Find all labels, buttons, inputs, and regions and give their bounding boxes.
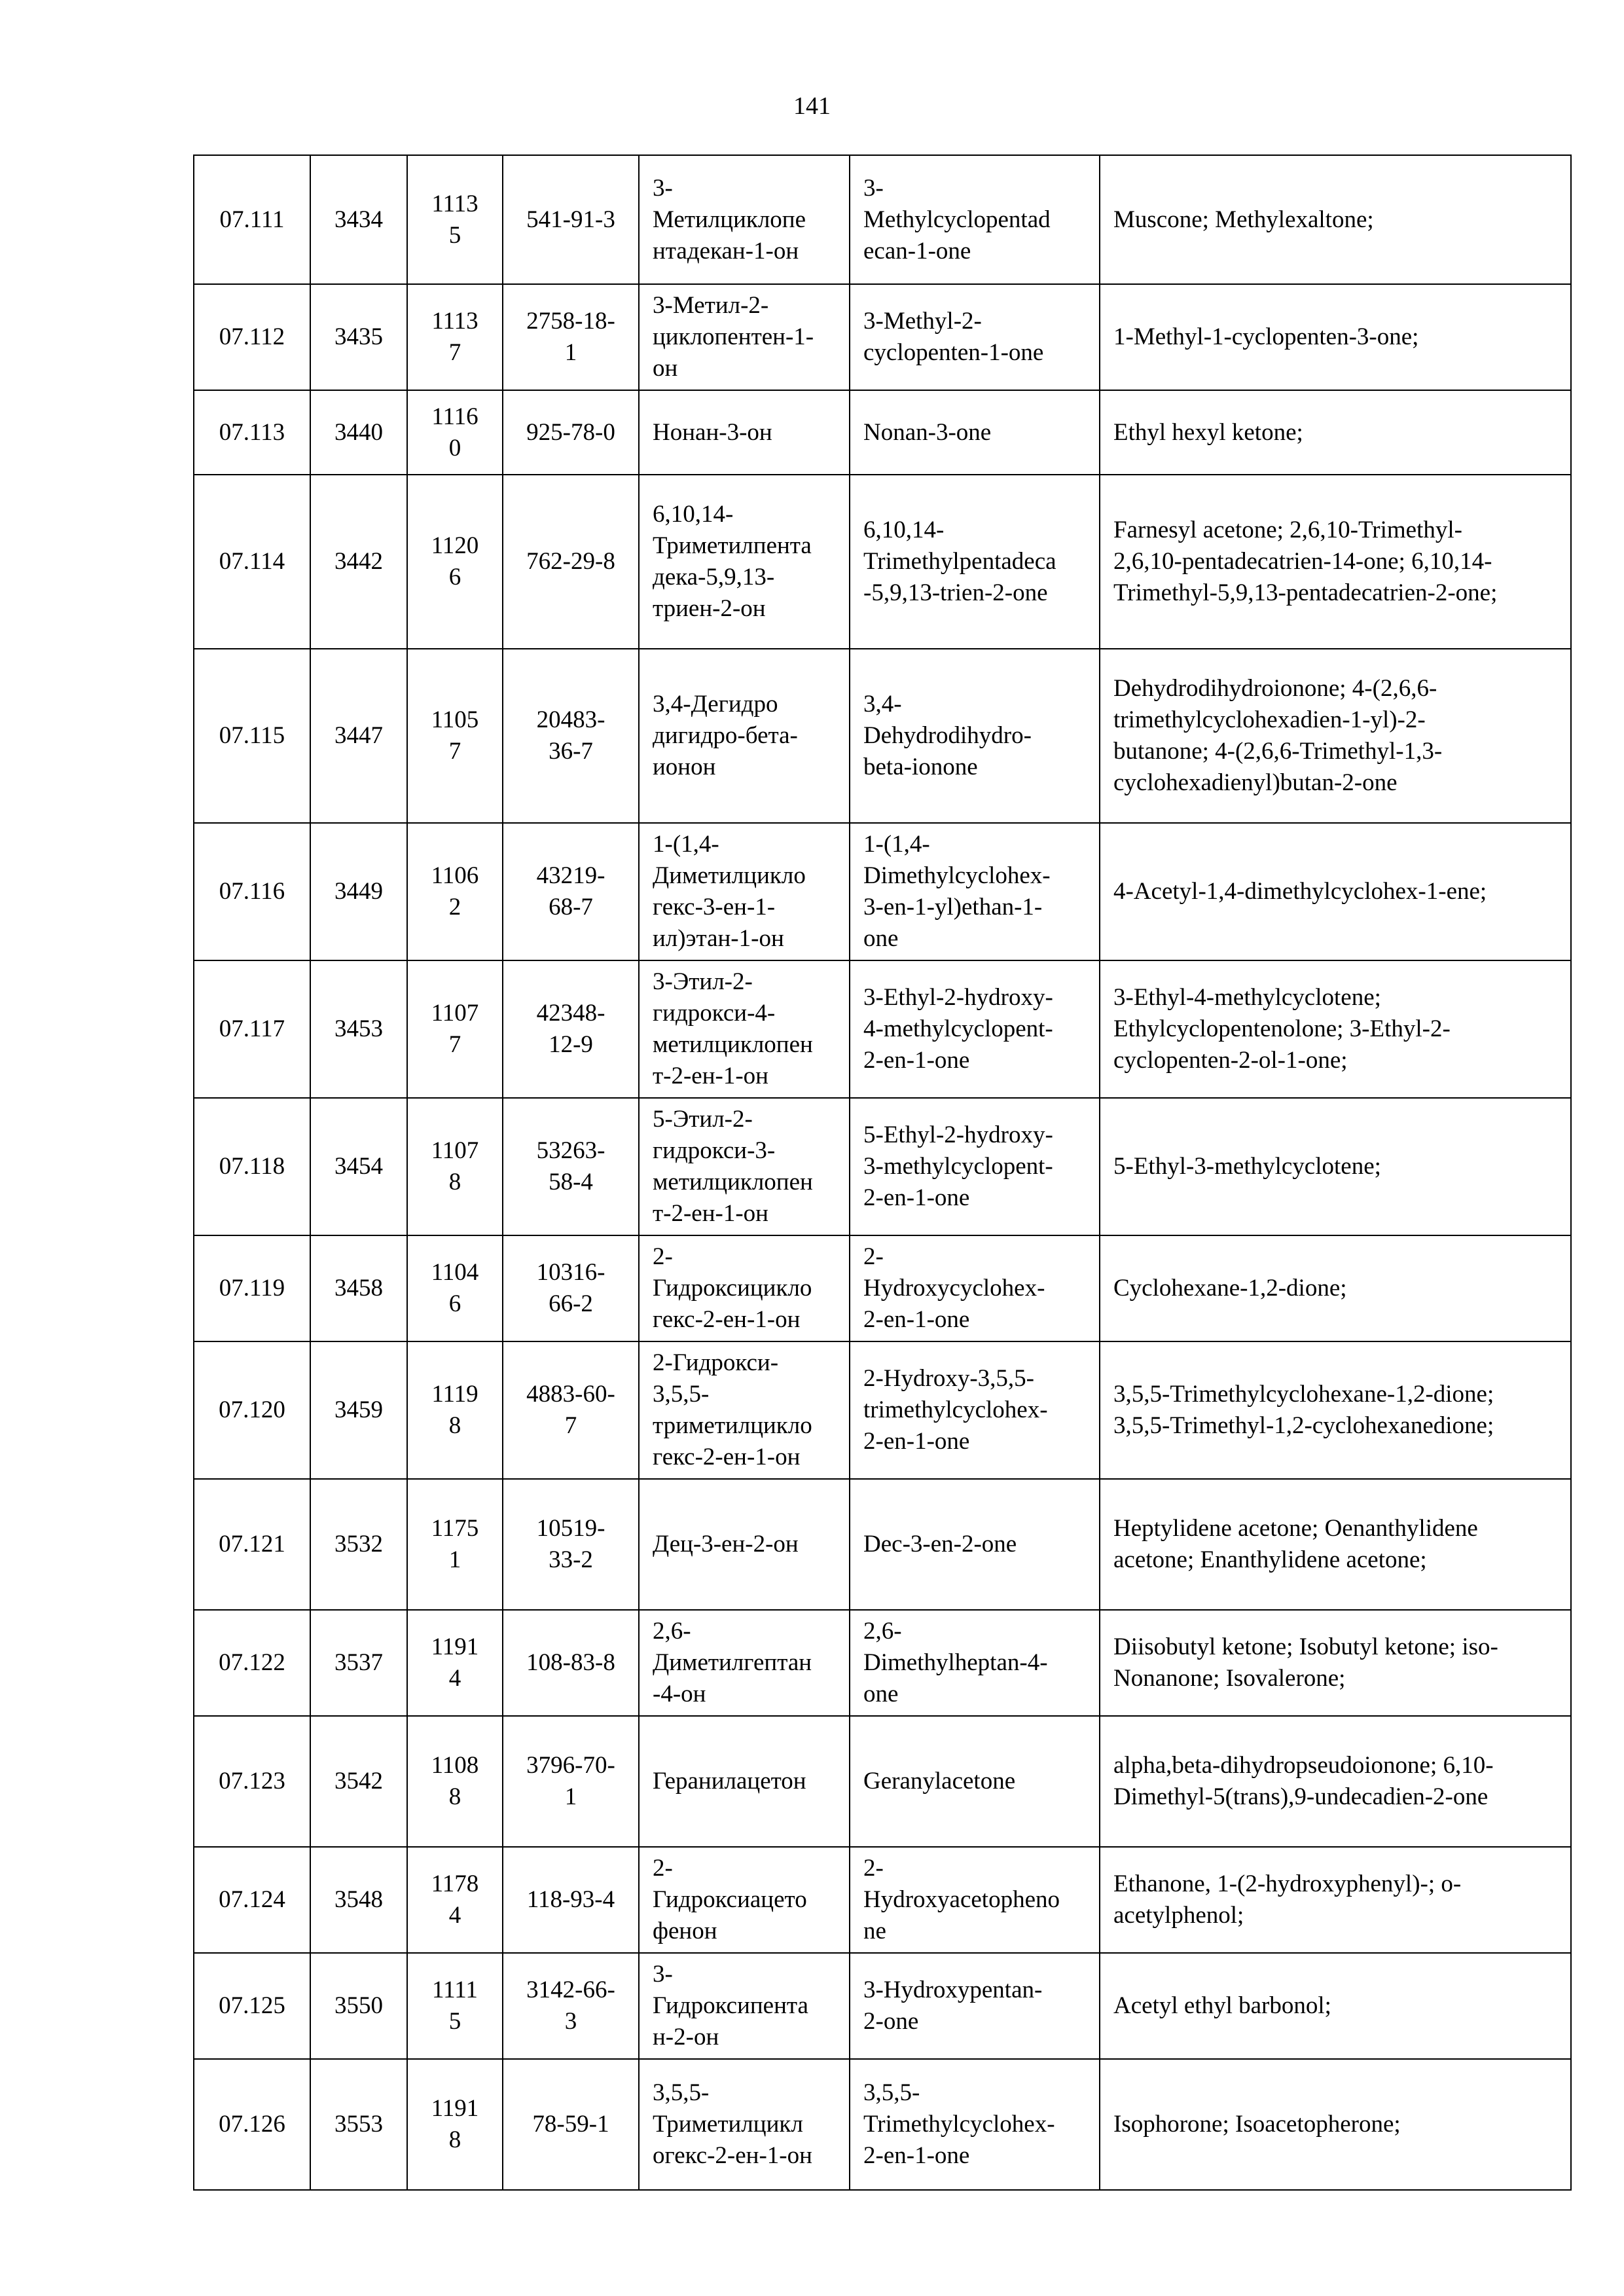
table-cell: 1104 6 [407,1235,503,1341]
table-cell: 4-Acetyl-1,4-dimethylcyclohex-1-ene; [1100,823,1571,960]
table-cell: 2758-18- 1 [503,284,639,390]
table-cell: 1107 8 [407,1098,503,1235]
table-row [194,155,1571,284]
table-cell: Isophorone; Isoacetopherone; [1100,2059,1571,2190]
table-cell: 1191 4 [407,1610,503,1716]
table-cell: Diisobutyl ketone; Isobutyl ketone; iso- Nonanone; Isovalerone; [1100,1610,1571,1716]
table-cell: 2-Hydroxy-3,5,5- trimethylcyclohex- 2-en-1-one [850,1341,1100,1479]
table-cell: 1191 8 [407,2059,503,2190]
table-cell: 10316- 66-2 [503,1235,639,1341]
table-cell: 3532 [310,1479,407,1610]
table-cell: 1106 2 [407,823,503,960]
table-cell: 3,5,5- Триметилцикл огекс-2-ен-1-он [639,2059,850,2190]
table-row [194,284,1571,390]
table-cell: Nonan-3-one [850,390,1100,475]
table-cell: 1111 5 [407,1953,503,2059]
table-cell: 1120 6 [407,475,503,649]
table-cell: 2,6- Dimethylheptan-4- one [850,1610,1100,1716]
table-cell: 2- Hydroxyacetopheno ne [850,1847,1100,1953]
table-cell: 3434 [310,155,407,284]
table-cell: 07.114 [194,475,310,649]
table-cell: 1178 4 [407,1847,503,1953]
table-cell: 3553 [310,2059,407,2190]
page-number: 141 [793,92,831,120]
table-row [194,1235,1571,1341]
table-cell: 3- Methylcyclopentad ecan-1-one [850,155,1100,284]
table-cell: 07.120 [194,1341,310,1479]
table-cell: 42348- 12-9 [503,960,639,1098]
table-cell: 07.111 [194,155,310,284]
table-cell: Muscone; Methylexaltone; [1100,155,1571,284]
table-cell: 07.112 [194,284,310,390]
table-cell: 1116 0 [407,390,503,475]
table-cell: 1-(1,4- Dimethylcyclohex- 3-en-1-yl)ethan-1- one [850,823,1100,960]
table-cell: 3442 [310,475,407,649]
table-row [194,1610,1571,1716]
table-cell: 5-Ethyl-2-hydroxy- 3-methylcyclopent- 2-en-1-one [850,1098,1100,1235]
table-cell: 1105 7 [407,649,503,823]
table-cell: 1-Methyl-1-cyclopenten-3-one; [1100,284,1571,390]
table-cell: 3,5,5- Trimethylcyclohex- 2-en-1-one [850,2059,1100,2190]
table-cell: 3454 [310,1098,407,1235]
table-cell: 07.121 [194,1479,310,1610]
table-row [194,1341,1571,1479]
table-cell: 1113 7 [407,284,503,390]
table-cell: 3537 [310,1610,407,1716]
table-cell: 07.118 [194,1098,310,1235]
table-cell: Geranylacetone [850,1716,1100,1847]
table-cell: 3-Hydroxypentan- 2-one [850,1953,1100,2059]
table-cell: 07.124 [194,1847,310,1953]
table-cell: 3- Метилциклопе нтадекан-1-он [639,155,850,284]
table-row [194,1953,1571,2059]
table-cell: 3548 [310,1847,407,1953]
table-row [194,390,1571,475]
table-cell: Нонан-3-он [639,390,850,475]
ingredients-table [193,155,1572,2191]
table-cell: 5-Ethyl-3-methylcyclotene; [1100,1098,1571,1235]
table-row [194,475,1571,649]
table-row [194,1479,1571,1610]
table-cell: 43219- 68-7 [503,823,639,960]
table-cell: 3449 [310,823,407,960]
table-cell: 2- Гидроксицикло гекс-2-ен-1-он [639,1235,850,1341]
table-cell: 2,6- Диметилгептан -4-он [639,1610,850,1716]
table-cell: 3142-66- 3 [503,1953,639,2059]
table-cell: 07.113 [194,390,310,475]
table-cell: 3447 [310,649,407,823]
table-cell: 108-83-8 [503,1610,639,1716]
table-row [194,960,1571,1098]
table-cell: 3-Метил-2- циклопентен-1- он [639,284,850,390]
table-cell: Ethyl hexyl ketone; [1100,390,1571,475]
table-cell: Ethanone, 1-(2-hydroxyphenyl)-; o- acetylphenol; [1100,1847,1571,1953]
table-cell: 3-Этил-2- гидрокси-4- метилциклопен т-2-ен-1-он [639,960,850,1098]
table-cell: 78-59-1 [503,2059,639,2190]
table-row [194,649,1571,823]
table-cell: 3550 [310,1953,407,2059]
table-cell: Dehydrodihydroionone; 4-(2,6,6- trimethylcyclohexadien-1-yl)-2- butanone; 4-(2,6,6-Trimethyl-1,3- cyclohexadienyl)butan-2-one [1100,649,1571,823]
table-row [194,1098,1571,1235]
table-cell: 6,10,14- Триметилпента дека-5,9,13- триен-2-он [639,475,850,649]
table-cell: 3,4- Dehydrodihydro- beta-ionone [850,649,1100,823]
table-cell: 07.119 [194,1235,310,1341]
table-cell: 4883-60- 7 [503,1341,639,1479]
table-cell: Acetyl ethyl barbonol; [1100,1953,1571,2059]
table-cell: alpha,beta-dihydropseudoionone; 6,10- Dimethyl-5(trans),9-undecadien-2-one [1100,1716,1571,1847]
table-cell: 6,10,14- Trimethylpentadeca -5,9,13-trien-2-one [850,475,1100,649]
table-cell: 3458 [310,1235,407,1341]
table-cell: 1107 7 [407,960,503,1098]
table-cell: 1113 5 [407,155,503,284]
table-cell: 07.123 [194,1716,310,1847]
table-cell: 541-91-3 [503,155,639,284]
table-cell: 07.126 [194,2059,310,2190]
table-cell: 20483- 36-7 [503,649,639,823]
table-cell: 07.115 [194,649,310,823]
table-cell: 07.122 [194,1610,310,1716]
table-cell: 1108 8 [407,1716,503,1847]
table-cell: 3-Ethyl-4-methylcyclotene; Ethylcyclopentenolone; 3-Ethyl-2- cyclopenten-2-ol-1-one; [1100,960,1571,1098]
table-row [194,1847,1571,1953]
table-cell: 2-Гидрокси- 3,5,5- триметилцикло гекс-2-ен-1-он [639,1341,850,1479]
table-cell: Геранилацетон [639,1716,850,1847]
table-cell: Heptylidene acetone; Oenanthylidene acetone; Enanthylidene acetone; [1100,1479,1571,1610]
table-cell: 07.125 [194,1953,310,2059]
table-cell: Dec-3-en-2-one [850,1479,1100,1610]
table-cell: 07.116 [194,823,310,960]
table-cell: 1175 1 [407,1479,503,1610]
table-cell: 3459 [310,1341,407,1479]
table-body [194,155,1571,2190]
table-cell: Farnesyl acetone; 2,6,10-Trimethyl- 2,6,10-pentadecatrien-14-one; 6,10,14- Trimethyl-5,9,13-pentadecatrien-2-one; [1100,475,1571,649]
table-cell: 07.117 [194,960,310,1098]
table-cell: 3- Гидроксипента н-2-он [639,1953,850,2059]
table-row [194,823,1571,960]
table-cell: Cyclohexane-1,2-dione; [1100,1235,1571,1341]
table-cell: 2- Hydroxycyclohex- 2-en-1-one [850,1235,1100,1341]
table-cell: 3-Ethyl-2-hydroxy- 4-methylcyclopent- 2-en-1-one [850,960,1100,1098]
table-cell: 10519- 33-2 [503,1479,639,1610]
table-row [194,1716,1571,1847]
table-cell: 3435 [310,284,407,390]
table-cell: 3-Methyl-2- cyclopenten-1-one [850,284,1100,390]
table-cell: 925-78-0 [503,390,639,475]
table-cell: 3,5,5-Trimethylcyclohexane-1,2-dione; 3,5,5-Trimethyl-1,2-cyclohexanedione; [1100,1341,1571,1479]
table-cell: 1-(1,4- Диметилцикло гекс-3-ен-1- ил)этан-1-он [639,823,850,960]
table-cell: 3,4-Дегидро дигидро-бета- ионон [639,649,850,823]
table-cell: 3542 [310,1716,407,1847]
table-cell: 5-Этил-2- гидрокси-3- метилциклопен т-2-ен-1-он [639,1098,850,1235]
table-cell: 1119 8 [407,1341,503,1479]
table-cell: 2- Гидроксиацето фенон [639,1847,850,1953]
table-cell: 3440 [310,390,407,475]
table-cell: 53263- 58-4 [503,1098,639,1235]
table-cell: 3796-70- 1 [503,1716,639,1847]
table-cell: 3453 [310,960,407,1098]
table-cell: Дец-3-ен-2-он [639,1479,850,1610]
table-cell: 118-93-4 [503,1847,639,1953]
table-row [194,2059,1571,2190]
table-cell: 762-29-8 [503,475,639,649]
